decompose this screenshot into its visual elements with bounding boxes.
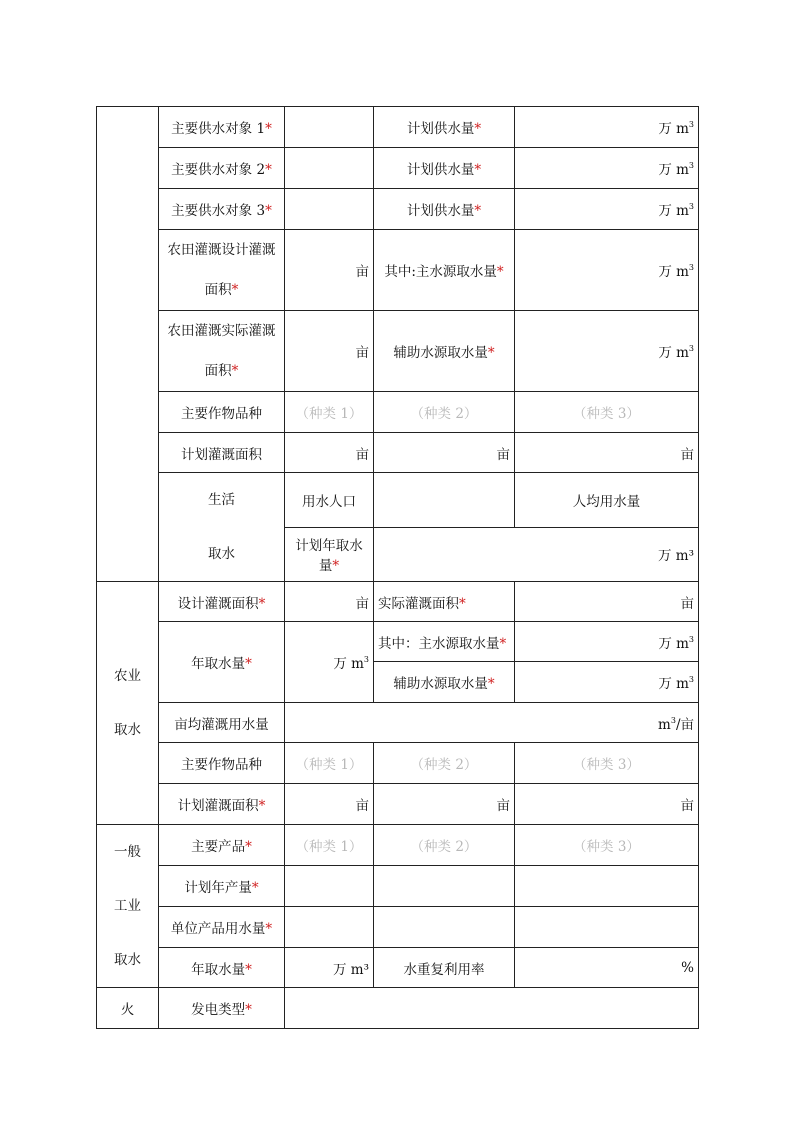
section-industry-label: 一般 工业 取水 [97,825,159,988]
label-water-reuse-rate: 水重复利用率 [374,948,515,988]
label-planned-output: 计划年产量* [159,866,285,907]
input-supply-target-2[interactable] [285,148,374,189]
label-industry-annual-intake: 年取水量* [159,948,285,988]
input-planned-annual-intake[interactable]: 万 m³ [374,527,699,582]
label-generation-type: 发电类型* [159,988,285,1029]
label-agri-actual-area: 实际灌溉面积* [374,582,515,622]
input-planned-supply-3[interactable]: 万 $m^3$ [515,189,699,230]
input-unit-product-water-1[interactable] [285,907,374,948]
label-main-crops: 主要作物品种 [159,392,285,433]
input-agri-planned-irrigation-2[interactable]: 亩 [374,784,515,825]
input-agri-crop-kind-3[interactable]: （种类 3） [515,743,699,784]
input-crop-kind-2[interactable]: （种类 2） [374,392,515,433]
input-unit-product-water-3[interactable] [515,907,699,948]
label-design-irrigation-area: 农田灌溉设计灌溉 面积* [159,230,285,311]
input-planned-irrigation-2[interactable]: 亩 [374,433,515,473]
label-main-source-intake: 其中:主水源取水量* [374,230,515,311]
input-design-irrigation-area[interactable]: 亩 [285,230,374,311]
input-agri-crop-kind-1[interactable]: （种类 1） [285,743,374,784]
input-planned-irrigation-3[interactable]: 亩 [515,433,699,473]
input-agri-planned-irrigation-1[interactable]: 亩 [285,784,374,825]
input-agri-crop-kind-2[interactable]: （种类 2） [374,743,515,784]
water-intake-form-table [96,106,699,1029]
label-agri-planned-irrigation: 计划灌溉面积* [159,784,285,825]
section-domestic-label: 生活 取水 [159,473,285,582]
label-actual-irrigation-area: 农田灌溉实际灌溉 面积* [159,311,285,392]
label-main-products: 主要产品* [159,825,285,866]
input-industry-annual-intake[interactable]: 万 m³ [285,948,374,988]
input-supply-target-3[interactable] [285,189,374,230]
label-supply-target-1: 主要供水对象 1* [159,107,285,148]
label-agri-main-crops: 主要作物品种 [159,743,285,784]
input-product-kind-3[interactable]: （种类 3） [515,825,699,866]
label-water-population: 用水人口 [285,473,374,528]
label-per-capita-water: 人均用水量 [515,473,699,528]
input-agri-annual-intake[interactable]: 万 $m^3$ [285,622,374,703]
label-agri-design-area: 设计灌溉面积* [159,582,285,622]
input-water-population[interactable] [374,473,515,528]
input-planned-output-1[interactable] [285,866,374,907]
input-planned-output-2[interactable] [374,866,515,907]
input-planned-irrigation-1[interactable]: 亩 [285,433,374,473]
label-planned-annual-intake: 计划年取水量* [285,527,374,582]
section-thermal-label: 火 [97,988,159,1029]
input-per-mu-irrigation[interactable]: $m^3/$亩 [285,703,699,743]
input-agri-main-source[interactable]: 万 $m^3$ [515,622,699,662]
label-planned-irrigation-area: 计划灌溉面积 [159,433,285,473]
label-agri-main-source: 其中：主水源取水量* [374,622,515,662]
input-planned-output-3[interactable] [515,866,699,907]
label-aux-source-intake: 辅助水源取水量* [374,311,515,392]
input-product-kind-1[interactable]: （种类 1） [285,825,374,866]
label-supply-target-2: 主要供水对象 2* [159,148,285,189]
label-planned-supply-3: 计划供水量* [374,189,515,230]
input-crop-kind-3[interactable]: （种类 3） [515,392,699,433]
input-water-reuse-rate[interactable]: % [515,948,699,988]
section-supply-cell [97,107,159,582]
input-main-source-intake[interactable]: 万 $m^3$ [515,230,699,311]
input-agri-aux-source[interactable]: 万 $m^3$ [515,662,699,703]
input-product-kind-2[interactable]: （种类 2） [374,825,515,866]
input-actual-irrigation-area[interactable]: 亩 [285,311,374,392]
input-crop-kind-1[interactable]: （种类 1） [285,392,374,433]
label-supply-target-3: 主要供水对象 3* [159,189,285,230]
label-unit-product-water: 单位产品用水量* [159,907,285,948]
input-planned-supply-2[interactable]: 万 $m^3$ [515,148,699,189]
input-aux-source-intake[interactable]: 万 $m^3$ [515,311,699,392]
section-agri-label: 农业 取水 [97,582,159,825]
label-agri-annual-intake: 年取水量* [159,622,285,703]
input-agri-planned-irrigation-3[interactable]: 亩 [515,784,699,825]
label-planned-supply-2: 计划供水量* [374,148,515,189]
label-planned-supply-1: 计划供水量* [374,107,515,148]
input-agri-actual-area[interactable]: 亩 [515,582,699,622]
label-per-mu-irrigation: 亩均灌溉用水量 [159,703,285,743]
input-unit-product-water-2[interactable] [374,907,515,948]
input-planned-supply-1[interactable]: 万 $m^3$ [515,107,699,148]
input-generation-type[interactable] [285,988,699,1029]
label-agri-aux-source: 辅助水源取水量* [374,662,515,703]
input-agri-design-area[interactable]: 亩 [285,582,374,622]
input-supply-target-1[interactable] [285,107,374,148]
